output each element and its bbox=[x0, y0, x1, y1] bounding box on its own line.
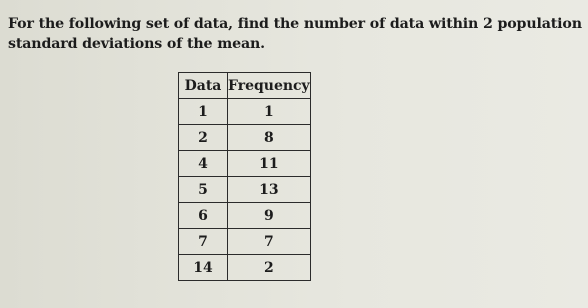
table-row bbox=[179, 255, 311, 281]
data-cell: 1 bbox=[179, 99, 228, 125]
data-cell: 14 bbox=[179, 255, 228, 281]
frequency-cell: 1 bbox=[228, 99, 311, 125]
header-data: Data bbox=[179, 73, 228, 99]
table-row bbox=[179, 151, 311, 177]
header-frequency: Frequency bbox=[228, 73, 311, 99]
frequency-cell: 9 bbox=[228, 203, 311, 229]
table-row bbox=[179, 203, 311, 229]
data-cell: 6 bbox=[179, 203, 228, 229]
table-row bbox=[179, 125, 311, 151]
data-cell: 2 bbox=[179, 125, 228, 151]
data-cell: 5 bbox=[179, 177, 228, 203]
frequency-table bbox=[178, 72, 311, 281]
frequency-cell: 7 bbox=[228, 229, 311, 255]
question-text: For the following set of data, find the number of data within 2 population standard deviations of the mean. bbox=[8, 16, 582, 52]
table-row bbox=[179, 99, 311, 125]
table-row bbox=[179, 177, 311, 203]
table-header-row bbox=[179, 73, 311, 99]
frequency-cell: 13 bbox=[228, 177, 311, 203]
frequency-cell: 8 bbox=[228, 125, 311, 151]
data-cell: 4 bbox=[179, 151, 228, 177]
frequency-cell: 2 bbox=[228, 255, 311, 281]
table-row bbox=[179, 229, 311, 255]
frequency-cell: 11 bbox=[228, 151, 311, 177]
data-cell: 7 bbox=[179, 229, 228, 255]
